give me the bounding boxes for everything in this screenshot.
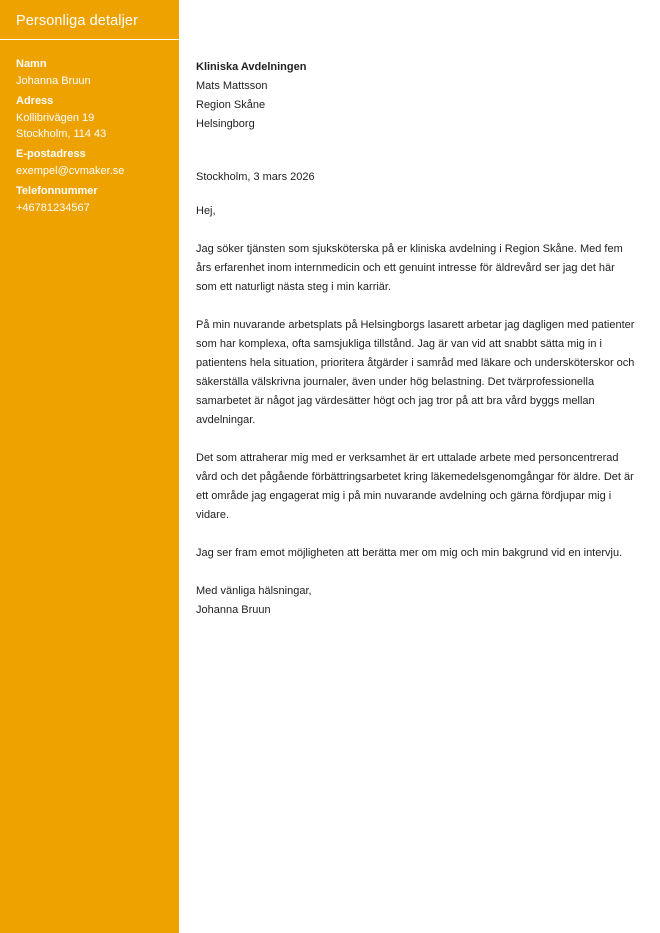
- name-group: [16, 58, 176, 89]
- letter-greeting: Hej,: [196, 205, 216, 217]
- recipient-city: Helsingborg: [196, 118, 255, 130]
- recipient-department: Kliniska Avdelningen: [196, 61, 307, 73]
- letter-signature: Johanna Bruun: [196, 604, 271, 616]
- address-line1: Kollibrivägen 19: [16, 112, 95, 124]
- sidebar-divider: [0, 39, 179, 40]
- personal-details: [16, 58, 176, 222]
- address-group: [16, 95, 176, 142]
- letter-paragraph: Det som attraherar mig med er verksamhet är ert uttalade arbete med personcentrerad vård och det pågående förbättringsarbetet kring läkemedelsgenomgångar för äldre. Det är ett område jag engagerat mig i på min nuvarande avdelning och gärna fördjupar mig i vidare.: [196, 452, 634, 521]
- letter-paragraph: Jag söker tjänsten som sjuksköterska på er kliniska avdelning i Region Skåne. Med fem års erfarenhet inom internmedicin och ett genuint intresse för äldrevård ser jag det här som ett naturligt nästa steg i min karriär.: [196, 243, 623, 293]
- cover-letter: [196, 58, 636, 620]
- letter-paragraph: På min nuvarande arbetsplats på Helsingborgs lasarett arbetar jag dagligen med patienter som har komplexa, ofta samsjukliga tillstånd. Jag är van vid att snabbt sätta mig in i patientens hela situation, prioritera åtgärder i samråd med läkare och undersköterskor och säkerställa välskrivna journaler, även under hög belastning. Det tvärprofessionella samarbetet är något jag värdesätter högt och jag tror på att bra vård byggs mellan avdelningar.: [196, 319, 635, 426]
- sidebar: [0, 0, 179, 933]
- recipient-organization: Region Skåne: [196, 99, 266, 111]
- recipient-block: [196, 58, 636, 134]
- letter-paragraph: Jag ser fram emot möjligheten att berätta mer om mig och min bakgrund vid en intervju.: [196, 547, 623, 559]
- address-line2: Stockholm, 114 43: [16, 128, 107, 140]
- email-group: [16, 148, 176, 179]
- letter-closing: Med vänliga hälsningar,: [196, 585, 312, 597]
- phone-value[interactable]: +46781234567: [16, 202, 90, 214]
- name-label: Namn: [16, 58, 47, 70]
- phone-label: Telefonnummer: [16, 185, 98, 197]
- recipient-contact: Mats Mattsson: [196, 80, 268, 92]
- name-value: Johanna Bruun: [16, 75, 91, 87]
- email-value[interactable]: exempel@cvmaker.se: [16, 165, 125, 177]
- address-label: Adress: [16, 95, 54, 107]
- sidebar-title: Personliga detaljer: [16, 13, 138, 29]
- phone-group: [16, 185, 176, 216]
- letter-date: Stockholm, 3 mars 2026: [196, 171, 315, 183]
- sign-off: [196, 582, 636, 620]
- email-label: E-postadress: [16, 148, 86, 160]
